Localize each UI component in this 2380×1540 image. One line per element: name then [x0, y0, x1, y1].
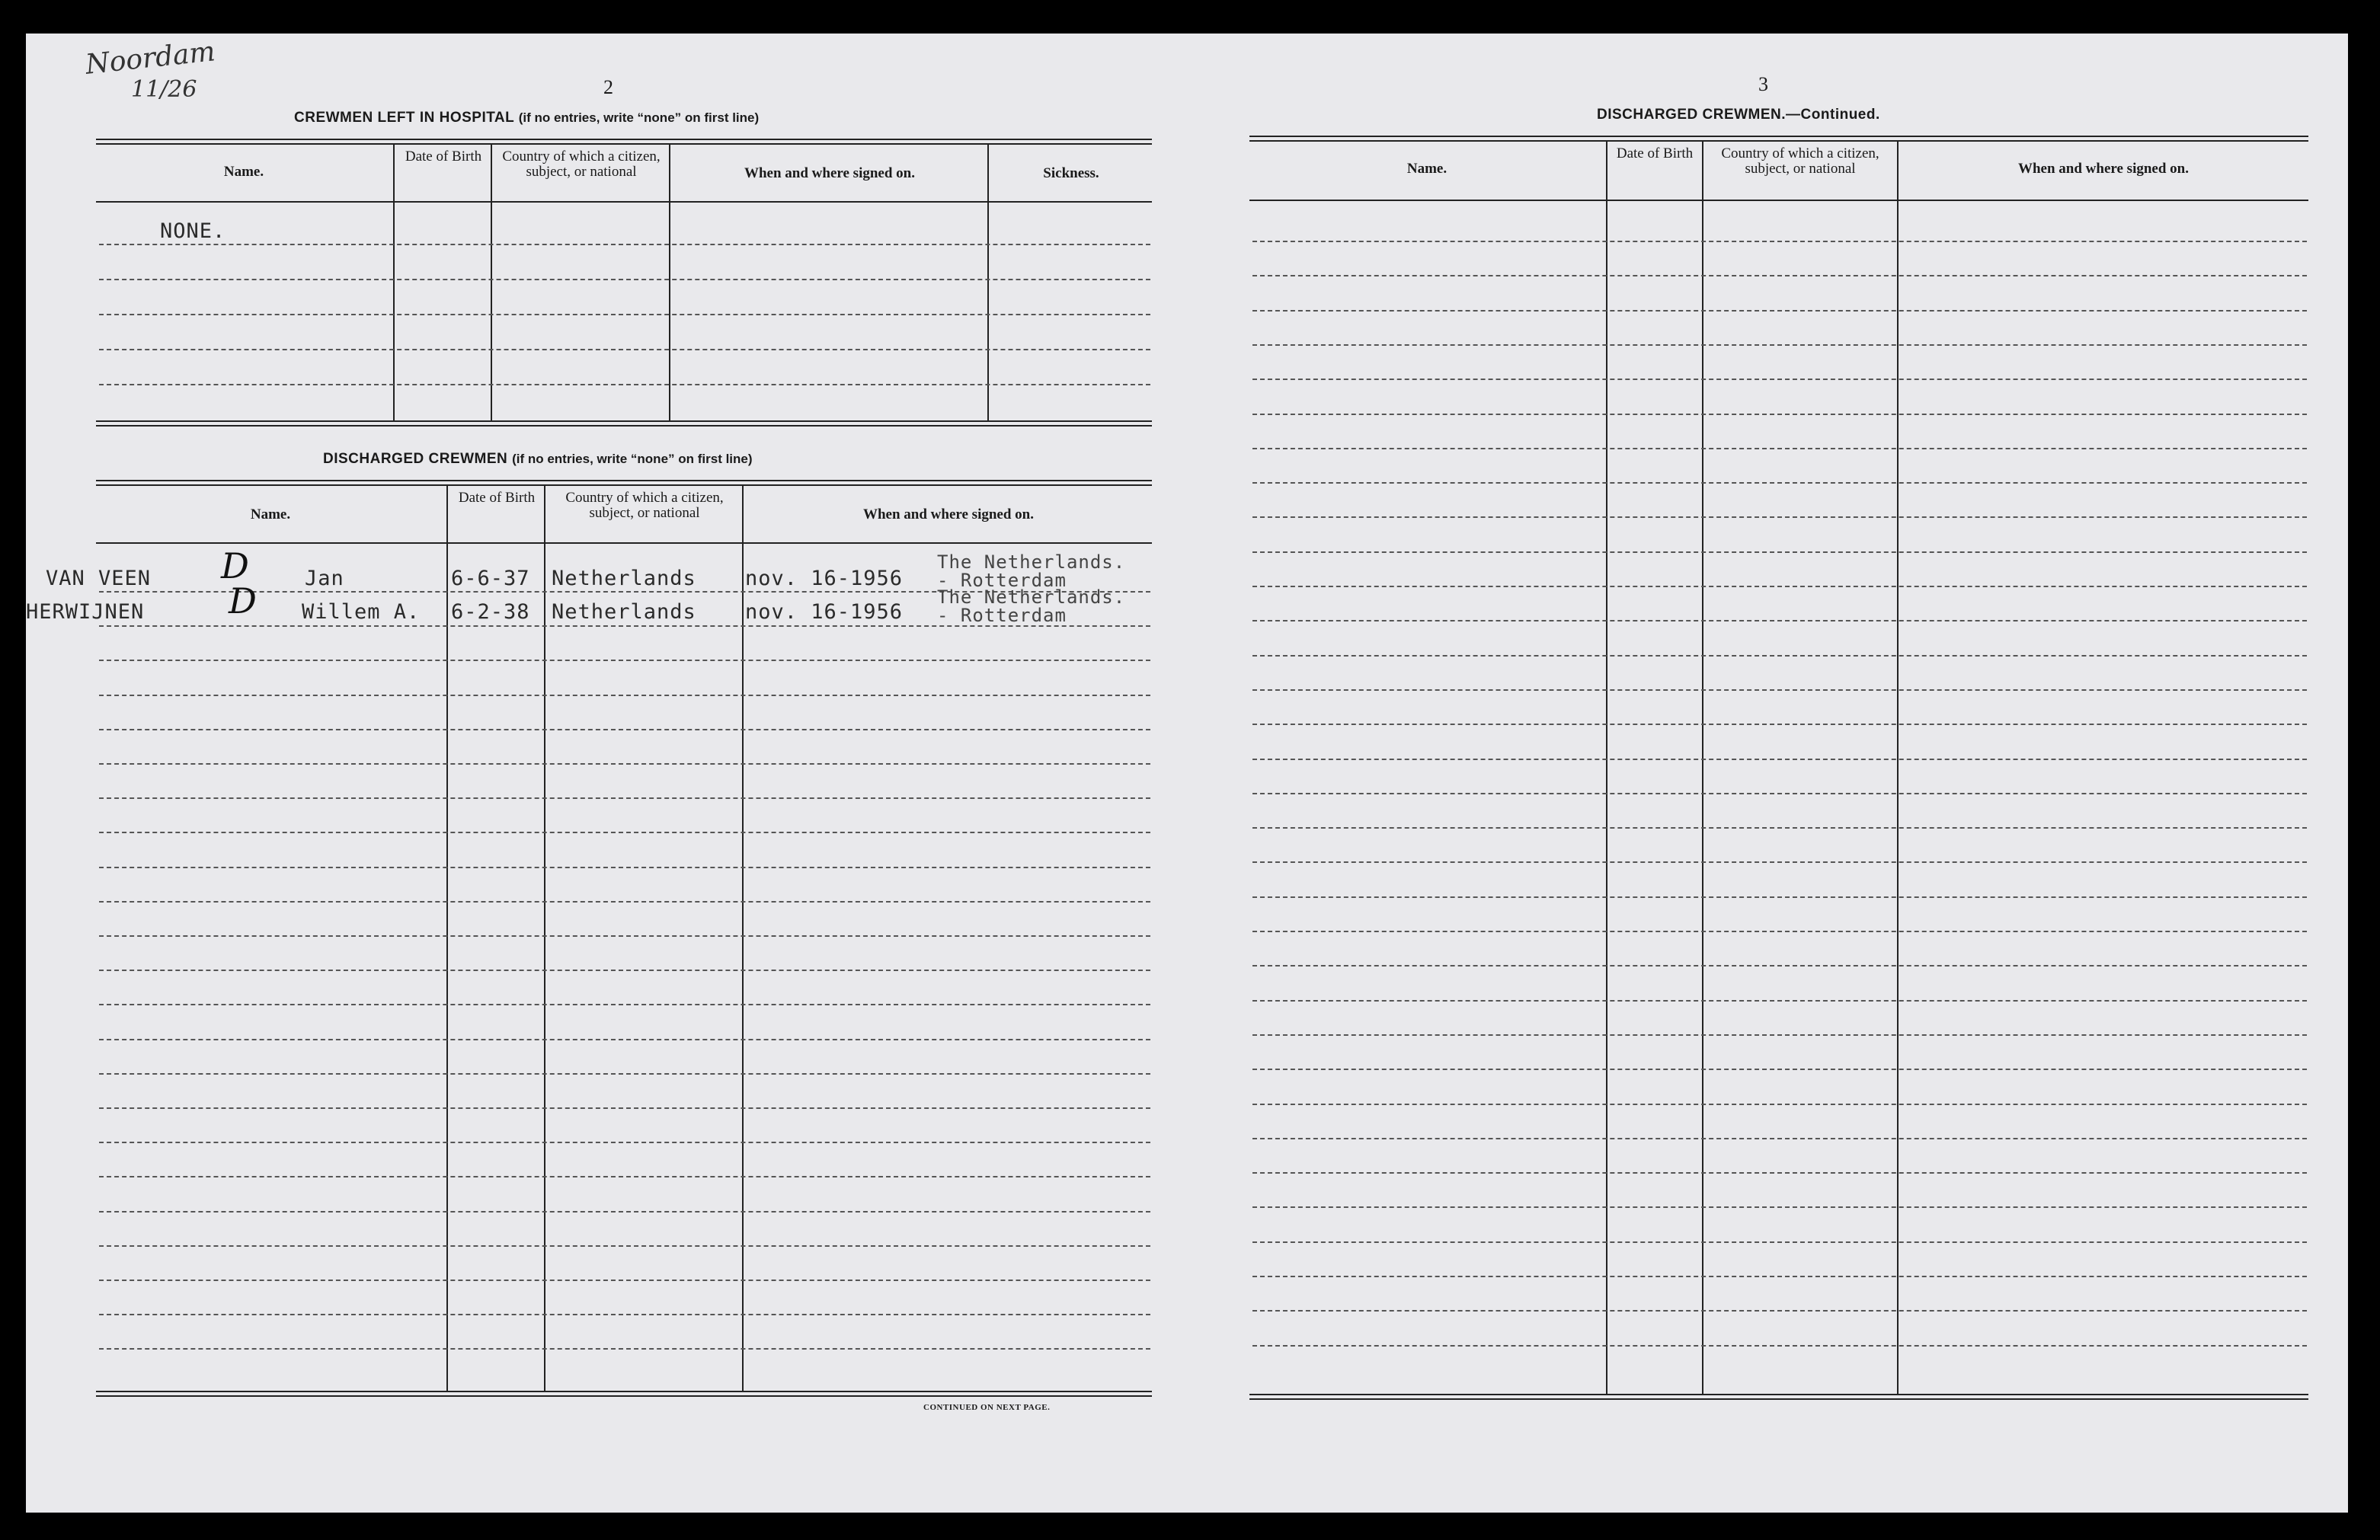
row-line: [99, 1314, 1150, 1315]
row1-dob: 6-6-37: [451, 567, 530, 590]
hospital-row-line: [99, 314, 1150, 315]
row2-country: Netherlands: [552, 600, 696, 624]
row2-signed-place-country: The Netherlands.: [937, 586, 1126, 608]
right-col-signed-on: When and where signed on.: [2017, 161, 2189, 177]
row-line: [1252, 241, 2307, 242]
row1-country: Netherlands: [552, 567, 696, 590]
discharged-col-signed-on: When and where signed on.: [862, 506, 1034, 522]
row-line: [99, 729, 1150, 730]
row-line: [1252, 931, 2307, 932]
row-line: [1252, 689, 2307, 691]
row-line: [99, 1245, 1150, 1247]
row-line: [99, 1039, 1150, 1040]
handwritten-ship-name: Noordam: [84, 36, 217, 81]
discharged-col-name: Name.: [250, 506, 291, 522]
discharged-col-dob: Date of Birth: [458, 490, 536, 506]
hospital-title-note: (if no entries, write “none” on first line): [518, 110, 760, 125]
row2-signed-date: nov. 16-1956: [745, 600, 904, 624]
row-line: [1252, 1206, 2307, 1208]
row1-signed-place-country: The Netherlands.: [937, 551, 1126, 573]
row-line: [99, 867, 1150, 868]
discharged-col-divider: [544, 484, 545, 1391]
row2-given-name: Willem A.: [302, 600, 421, 624]
row-line: [1252, 551, 2307, 553]
row-line: [1252, 827, 2307, 829]
hospital-col-signed-on: When and where signed on.: [744, 165, 915, 181]
row1-discharge-mark: D: [221, 545, 249, 586]
row2-discharge-mark: D: [229, 580, 257, 621]
row-line: [1252, 861, 2307, 863]
right-col-name: Name.: [1406, 161, 1448, 177]
row-line: [99, 1142, 1150, 1143]
row-line: [1252, 1345, 2307, 1347]
row-line: [1252, 759, 2307, 760]
row-line: [1252, 482, 2307, 484]
continued-footer: CONTINUED ON NEXT PAGE.: [923, 1403, 1051, 1412]
row-line: [99, 1280, 1150, 1281]
row-line: [1252, 414, 2307, 415]
hospital-row-line: [99, 244, 1150, 245]
row-line: [1252, 275, 2307, 276]
row-line: [1252, 620, 2307, 621]
row-line: [1252, 379, 2307, 380]
row2-surname: HERWIJNEN: [26, 600, 145, 624]
row-line: [1252, 516, 2307, 518]
document-sheet: [26, 34, 2348, 1513]
row-line: [1252, 1034, 2307, 1036]
right-col-divider: [1606, 140, 1607, 1394]
hospital-col-divider: [987, 143, 989, 420]
row-line: [99, 1176, 1150, 1177]
row-line: [1252, 1241, 2307, 1243]
discharged-col-divider: [446, 484, 448, 1391]
row-line: [99, 660, 1150, 661]
discharged-title-note: (if no entries, write “none” on first line): [512, 452, 753, 466]
row-line: [99, 695, 1150, 696]
right-col-divider: [1702, 140, 1703, 1394]
hospital-col-dob: Date of Birth: [405, 149, 482, 165]
row-line: [99, 1004, 1150, 1005]
right-col-dob: Date of Birth: [1616, 145, 1694, 161]
row-line: [1252, 965, 2307, 966]
discharged-col-country: Country of which a citizen, subject, or national: [565, 490, 724, 521]
row-line: [1252, 1069, 2307, 1070]
row1-signed-date: nov. 16-1956: [745, 567, 904, 590]
discharged-top-rule: [96, 480, 1152, 486]
right-top-rule: [1249, 136, 2308, 142]
row-line: [1252, 1138, 2307, 1139]
hospital-col-divider: [669, 143, 670, 420]
row-line: [1252, 586, 2307, 587]
right-section-title: DISCHARGED CREWMEN.—Continued.: [1597, 107, 1880, 123]
row-line: [1252, 1310, 2307, 1312]
row-line: [1252, 344, 2307, 346]
row-line: [99, 1107, 1150, 1109]
row-line: [1252, 896, 2307, 898]
row-line: [99, 901, 1150, 903]
hospital-section-title: [294, 110, 759, 126]
row-line: [99, 1211, 1150, 1213]
hospital-top-rule: [96, 139, 1152, 145]
hospital-col-divider: [393, 143, 395, 420]
hospital-row-line: [99, 279, 1150, 280]
row1-surname: VAN VEEN: [46, 567, 152, 590]
row-line: [99, 1348, 1150, 1350]
row-line: [99, 763, 1150, 765]
hospital-row-line: [99, 349, 1150, 350]
row2-signed-place-city: - Rotterdam: [937, 605, 1067, 626]
hospital-col-divider: [491, 143, 492, 420]
row-line: [1252, 655, 2307, 657]
discharged-title-text: DISCHARGED CREWMEN: [323, 451, 508, 467]
hospital-col-name: Name.: [223, 164, 264, 180]
row-line: [99, 1073, 1150, 1075]
row-line: [99, 935, 1150, 937]
row1-given-name: Jan: [305, 567, 344, 590]
row-line: [1252, 310, 2307, 312]
row2-dob: 6-2-38: [451, 600, 530, 624]
right-col-divider: [1897, 140, 1899, 1394]
hospital-header-rule: [96, 201, 1152, 203]
right-bottom-rule: [1249, 1394, 2308, 1400]
row1-signed-place-city: - Rotterdam: [937, 570, 1067, 591]
hospital-none-entry: NONE.: [160, 219, 226, 243]
row-line: [1252, 1104, 2307, 1105]
discharged-header-rule: [96, 542, 1152, 544]
row-line: [1252, 1276, 2307, 1277]
hospital-row-line: [99, 384, 1150, 385]
right-col-country: Country of which a citizen, subject, or national: [1721, 145, 1879, 177]
discharged-col-divider: [742, 484, 744, 1391]
discharged-bottom-rule: [96, 1391, 1152, 1397]
discharged-section-title: [323, 451, 753, 468]
row-line: [99, 797, 1150, 799]
row-line: [99, 832, 1150, 833]
hospital-col-country: Country of which a citizen, subject, or national: [502, 149, 661, 180]
handwritten-date: 11/26: [131, 76, 197, 103]
row-line: [99, 970, 1150, 971]
row-line: [1252, 1000, 2307, 1002]
right-page-number: 3: [1758, 73, 1768, 95]
hospital-title-text: CREWMEN LEFT IN HOSPITAL: [294, 110, 514, 126]
left-page-number: 2: [603, 76, 613, 98]
hospital-bottom-rule: [96, 420, 1152, 427]
hospital-col-sickness: Sickness.: [1043, 165, 1099, 181]
row-line: [1252, 724, 2307, 725]
row-line: [1252, 793, 2307, 794]
row-line: [1252, 1172, 2307, 1174]
row-line: [1252, 448, 2307, 449]
right-header-rule: [1249, 200, 2308, 201]
